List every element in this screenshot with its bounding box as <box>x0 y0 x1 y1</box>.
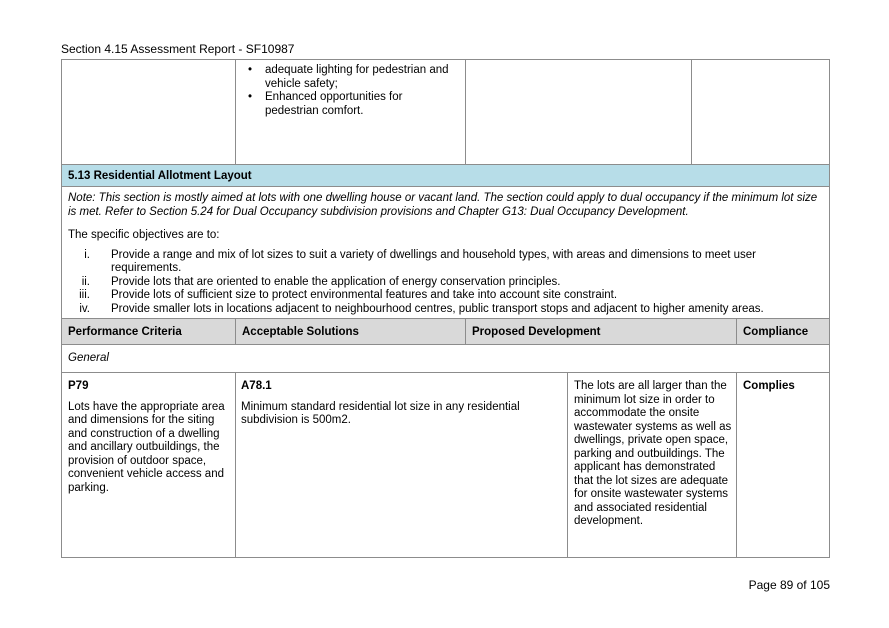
top-row-pc-cell <box>61 59 236 165</box>
section-intro <box>61 186 830 319</box>
header-performance-criteria: Performance Criteria <box>61 318 236 345</box>
objective-item: i. Provide a range and mix of lot sizes to suit a variety of dwellings and household types, with areas and dimensions to meet user requirements. <box>84 248 756 274</box>
objective-item: iii. Provide lots of sufficient size to protect environmental features and take into account site constraint. <box>79 289 618 301</box>
section-note: Note: This section is mostly aimed at lots with one dwelling house or vacant land. The section could apply to dual occupancy if the minimum lot size is met. Refer to Section 5.24 for Dual Occupancy subdivision provisions and Chapter G13: Dual Occupancy Development. <box>68 192 818 218</box>
objective-item: ii. Provide lots that are oriented to enable the application of energy conservation principles. <box>81 275 561 288</box>
header-compliance: Compliance <box>736 318 830 345</box>
group-label: General <box>61 344 830 373</box>
document-header: Section 4.15 Assessment Report - SF10987 <box>61 42 295 56</box>
pc-text: Lots have the appropriate area and dimensions for the siting and construction of a dwelling and ancillary outbuildings, the provision of outdoor space, convenient vehicle access and parking. <box>68 400 225 494</box>
performance-criteria-cell <box>61 372 236 558</box>
bullet-item: • Enhanced opportunities for pedestrian comfort. <box>241 91 457 118</box>
acceptable-solutions-cell <box>235 372 568 558</box>
as-text: Minimum standard residential lot size in any residential subdivision is 500m2. <box>241 400 520 426</box>
pc-code: P79 <box>68 380 89 392</box>
objective-item: iv. Provide smaller lots in locations adjacent to neighbourhood centres, public transport stops and adjacent to higher amenity areas. <box>79 302 764 315</box>
objectives-list <box>68 249 823 317</box>
proposed-development-cell <box>567 372 737 558</box>
top-row-compliance-cell <box>691 59 830 165</box>
as-code: A78.1 <box>241 380 272 392</box>
bullet-item: • adequate lighting for pedestrian and vehicle safety; <box>241 64 457 91</box>
header-proposed-development: Proposed Development <box>465 318 737 345</box>
top-row-as-cell <box>235 59 466 165</box>
proposed-text: The lots are all larger than the minimum lot size in order to accommodate the onsite wastewater systems as well as dwellings, private open space, parking and outbuildings. The applicant has demonstrated that the lot sizes are adequate for onsite wastewater systems and associated residential development. <box>574 380 732 527</box>
objectives-intro: The specific objectives are to: <box>68 229 220 241</box>
top-row-proposed-cell <box>465 59 692 165</box>
header-acceptable-solutions: Acceptable Solutions <box>235 318 466 345</box>
compliance-cell: Complies <box>736 372 830 558</box>
page-number: Page 89 of 105 <box>748 578 830 592</box>
section-title: 5.13 Residential Allotment Layout <box>61 164 830 187</box>
top-row-bullets <box>241 64 457 118</box>
